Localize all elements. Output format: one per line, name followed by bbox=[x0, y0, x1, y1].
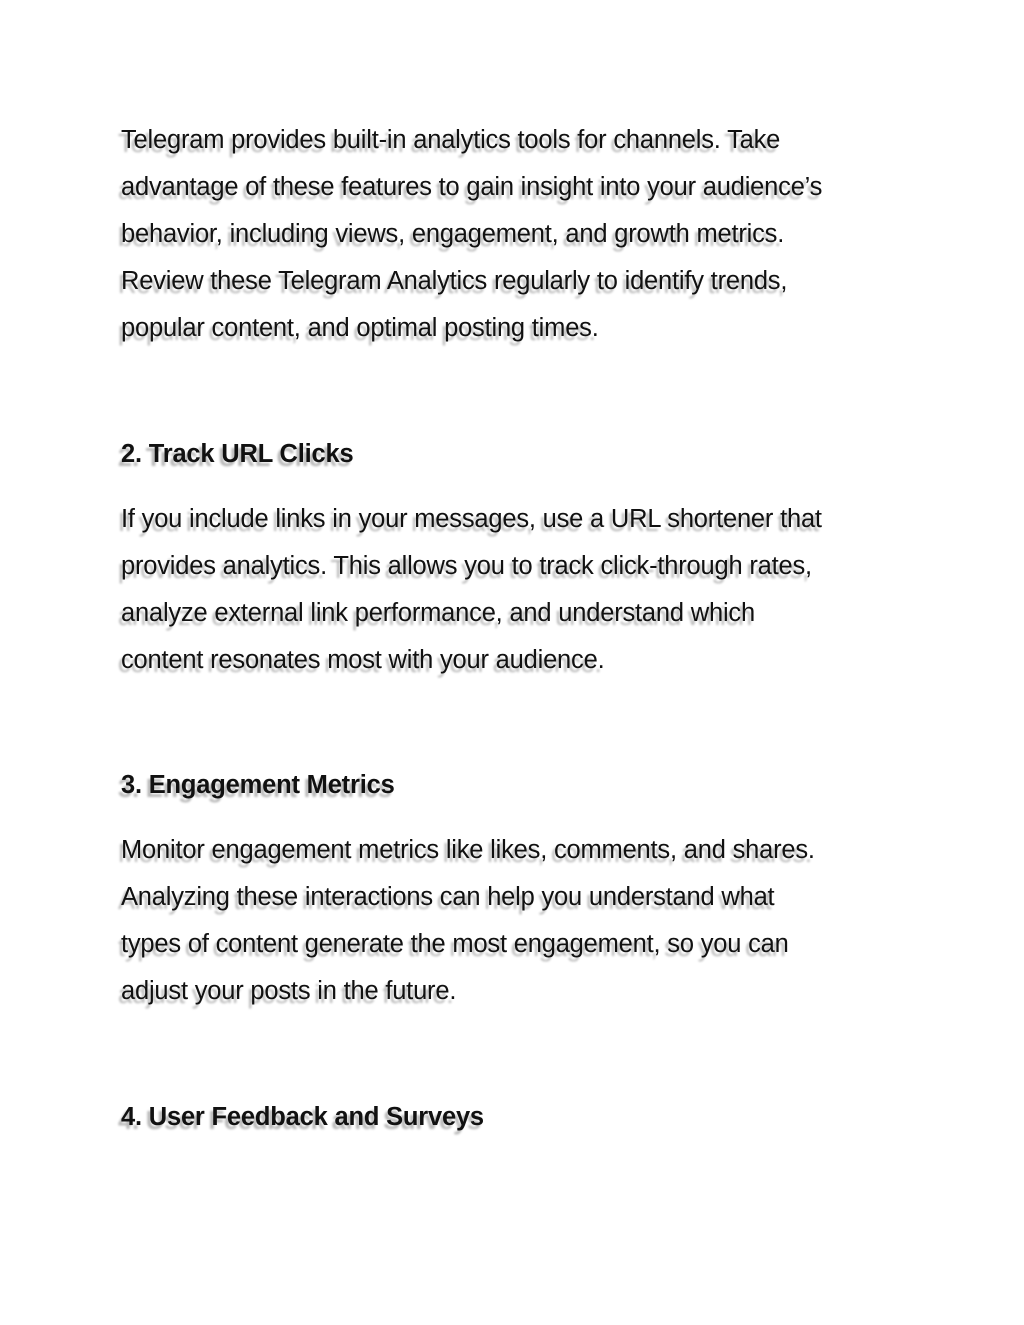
section-heading-engagement-metrics: 3. Engagement Metrics bbox=[121, 771, 395, 799]
paragraph-line: Review these Telegram Analytics regularly to identify trends, bbox=[121, 267, 788, 295]
section-heading-user-feedback-and-surveys: 4. User Feedback and Surveys bbox=[121, 1103, 484, 1131]
paragraph-line: Monitor engagement metrics like likes, comments, and shares. bbox=[121, 836, 815, 864]
paragraph-line: types of content generate the most engagement, so you can bbox=[121, 930, 789, 958]
paragraph-line: Telegram provides built-in analytics tools for channels. Take bbox=[121, 126, 781, 154]
paragraph-line: popular content, and optimal posting times. bbox=[121, 314, 599, 342]
paragraph-line: provides analytics. This allows you to track click-through rates, bbox=[121, 552, 812, 580]
paragraph-line: advantage of these features to gain insight into your audience’s bbox=[121, 173, 823, 201]
paragraph-line: behavior, including views, engagement, and growth metrics. bbox=[121, 220, 785, 248]
section-heading-track-url-clicks: 2. Track URL Clicks bbox=[121, 440, 354, 468]
intro-paragraph bbox=[121, 117, 921, 352]
paragraph-line: Analyzing these interactions can help you understand what bbox=[121, 883, 775, 911]
paragraph-line: analyze external link performance, and understand which bbox=[121, 599, 755, 627]
section-paragraph-track-url-clicks bbox=[121, 496, 921, 684]
section-paragraph-engagement-metrics bbox=[121, 827, 921, 1015]
paragraph-line: content resonates most with your audience. bbox=[121, 646, 605, 674]
paragraph-line: adjust your posts in the future. bbox=[121, 977, 457, 1005]
paragraph-line: If you include links in your messages, use a URL shortener that bbox=[121, 505, 822, 533]
